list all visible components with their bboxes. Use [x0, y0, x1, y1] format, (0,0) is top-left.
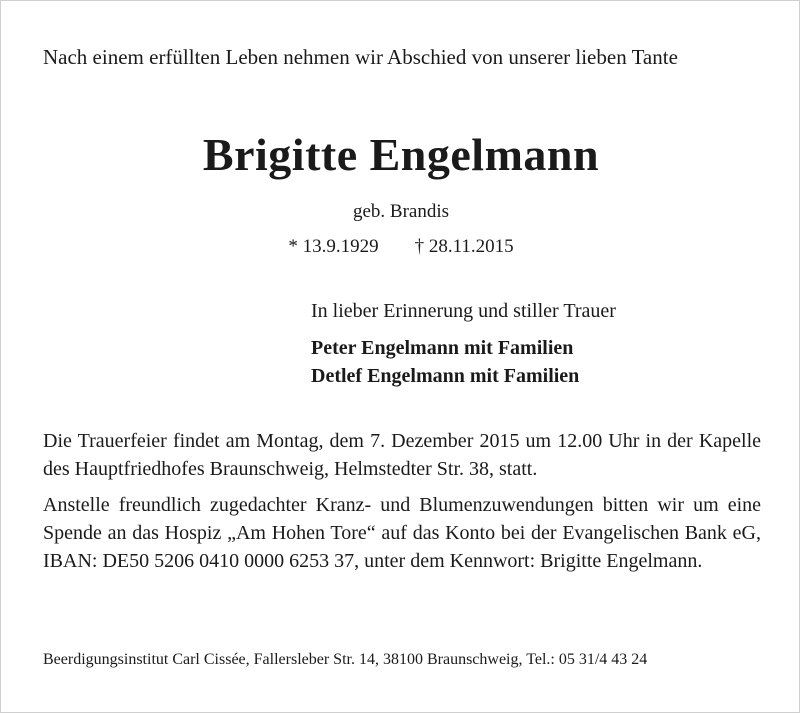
funeral-home-footer: Beerdigungsinstitut Carl Cissée, Fallersleber Str. 14, 38100 Braunschweig, Tel.: 05 31/4 43 24 — [43, 651, 648, 668]
intro-text: Nach einem erfüllten Leben nehmen wir Abschied von unserer lieben Tante — [43, 45, 678, 69]
deceased-name: Brigitte Engelmann — [202, 129, 600, 180]
birth-name: geb. Brandis — [352, 201, 450, 222]
funeral-service-text: Die Trauerfeier findet am Montag, dem 7. Dezember 2015 um 12.00 Uhr in der Kapelle des Hauptfriedhofes Braunschweig, Helmstedter Str. 38, statt. — [43, 430, 761, 480]
mourner-name: Peter Engelmann mit Familien — [311, 337, 574, 359]
life-dates — [1, 234, 800, 260]
death-date: † 28.11.2015 — [414, 236, 514, 257]
mourners-list — [311, 334, 579, 390]
remembrance-line: In lieber Erinnerung und stiller Trauer — [311, 300, 616, 322]
donation-request-text: Anstelle freundlich zugedachter Kranz- und Blumenzuwendungen bitten wir um eine Spende an das Hospiz „Am Hohen Tore“ auf das Konto bei der Evangelischen Bank eG, IBAN: DE50 5206 0410 0000 6253 37, unter dem Kennwort: Brigitte Engelmann. — [43, 494, 761, 572]
birth-date: * 13.9.1929 — [288, 236, 379, 257]
mourner-name: Detlef Engelmann mit Familien — [311, 365, 580, 387]
